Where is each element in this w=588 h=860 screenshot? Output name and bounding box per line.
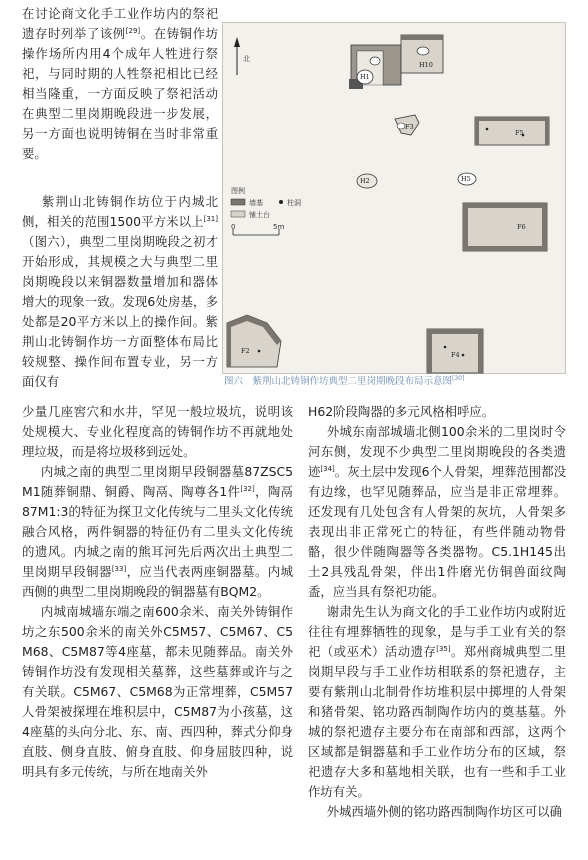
legend-title: 图例 (231, 187, 245, 195)
right-column-bottom (308, 402, 566, 822)
legend-pillar-label: 柱洞 (287, 199, 301, 207)
label-H5: H5 (461, 175, 471, 183)
north-label: 北 (243, 55, 250, 63)
paragraph-6: 谢肃先生认为商文化的手工业作坊内或附近往往有埋葬牺牲的现象，是与手工业有关的祭祀（或巫术）活动遗存[35]。郑州商城典型二里岗期早段与手工业作坊相联系的祭祀遗存，主要有紫荆山北制骨作坊堆积层中掷埋的人骨架和猪骨架、铭功路西制陶作坊内的奠基墓。外城的祭祀遗存主要分布在南部和西部，这两个区域都是铜器墓和手工业作坊分布的区域，祭祀遗存大多和墓地相关联，也有一些和手工业作坊有关。 (308, 604, 567, 799)
citation: [32] (240, 485, 255, 493)
paragraph-7: 外城西墙外侧的铭功路西制陶作坊区可以确 (326, 804, 563, 819)
label-F3: F3 (405, 123, 414, 131)
label-H1: H1 (360, 73, 370, 81)
scale-zero: 0 (231, 223, 236, 231)
paragraph-2: 紫荆山北铸铜作坊位于内城北侧，相关的范围1500平方米以上[31]（图六），典型二里岗期晚段之初才开始形成，其规模之大与典型二里岗期晚段以来铜器数量增加和器体增大的现象一致。发现6处房基，多处都是20平方米以上的操作间。紫荆山北铸铜作坊一方面整体布局比较规整、操作间布置专业，另一方面仅有 (22, 194, 218, 389)
label-F6: F6 (517, 223, 526, 231)
paragraph-4-continued: H62阶段陶器的多元风格相呼应。 (308, 404, 495, 419)
pit-H2 (357, 174, 377, 188)
north-arrow-icon (234, 37, 250, 75)
site-plan-drawing (223, 23, 567, 375)
label-F4: F4 (451, 351, 460, 359)
floor-swatch (231, 211, 245, 217)
top-building (349, 35, 443, 89)
building-F6 (463, 203, 547, 251)
building-F2 (227, 315, 281, 367)
paragraph-1: 在讨论商文化手工业作坊内的祭祀遗存时列举了该例[29]。在铸铜作坊操作场所内用4个成年人牲进行祭祀，与同时期的人牲祭祀相比已经相当隆重，一方面反映了祭祀活动在典型二里岗期晚段进一步发展，另一方面也说明铸铜在当时非常重要。 (22, 6, 219, 161)
legend (231, 186, 301, 235)
pit-H5 (458, 173, 476, 185)
pillar-swatch (279, 200, 283, 204)
citation: [35] (436, 645, 451, 653)
figure-caption: 图六 紫荆山北铸铜作坊典型二里岗期晚段布局示意图[30] (224, 375, 465, 387)
caption-citation: [30] (452, 375, 465, 382)
label-F5: F5 (515, 129, 524, 137)
building-F3 (395, 115, 419, 135)
paragraph-4: 内城南城墙东端之南600余米、南关外铸铜作坊之东500余米的南关外C5M57、C5M67、C5M68、C5M87等4座墓，都未见随葬品。南关外铸铜作坊没有发现相关墓葬，这些墓葬或许与之有关联。C5M67、C5M68为正常埋葬，C5M57人骨架被探埋在堆积层中，C5M87为小孩墓，这4座墓的头向分北、东、南、西四种，葬式分仰身直肢、侧身直肢、俯身直肢、仰身屈肢四种，说明具有多元传统，与所在地南关外 (22, 604, 293, 779)
building-F4 (427, 329, 483, 373)
site-plan-figure (222, 22, 566, 374)
label-H2: H2 (360, 177, 370, 185)
left-column-bottom (22, 402, 293, 782)
paragraph-5: 外城东南部城墙北侧100余米的二里岗时令河东侧，发现不少典型二里岗期晚段的各类遗迹[34]。灰土层中发现6个人骨架，埋葬范围都没有边缘，也罕见随葬品，应当是非正常埋葬。还发现有几处包含有人骨架的灰坑，人骨架多表现出非正常死亡的特征，有些伴随动物骨骼，很少伴随陶器等各类器物。C5.1H145出土2具残乱骨架，伴出1件磨光仿铜兽面纹陶盉，应当具有祭祀功能。 (308, 424, 566, 599)
citation: [29] (125, 27, 141, 35)
citation: [31] (203, 215, 218, 223)
scale-end: 5m (273, 223, 285, 231)
wall-swatch (231, 199, 245, 205)
citation: [33] (111, 565, 127, 573)
building-F5 (475, 117, 549, 145)
legend-wall-label: 墙基 (249, 199, 263, 207)
paragraph-2-continued: 少量几座窖穴和水井，罕见一般垃圾坑，说明该处规模大、专业化程度高的铸铜作坊不再就地处理垃圾，而是将垃圾移到远处。 (22, 404, 293, 459)
label-H10: H10 (419, 61, 433, 69)
legend-floor-label: 铺土台 (249, 211, 270, 219)
paragraph-3: 内城之南的典型二里岗期早段铜器墓87ZSC5M1随葬铜鼎、铜爵、陶鬲、陶尊各1件[32]，陶鬲87M1:3的特征为探卫文化传统与二里头文化传统融合风格，两件铜器的特征仍有二里头文化传统的遗风。内城之南的熊耳河先后两次出土典型二里岗期早段铜器[33]，应当代表两座铜器墓。内城西侧的典型二里岗期晚段的铜器墓有BQM2。 (22, 464, 294, 599)
label-F2: F2 (241, 347, 250, 355)
citation: [34] (320, 465, 335, 473)
